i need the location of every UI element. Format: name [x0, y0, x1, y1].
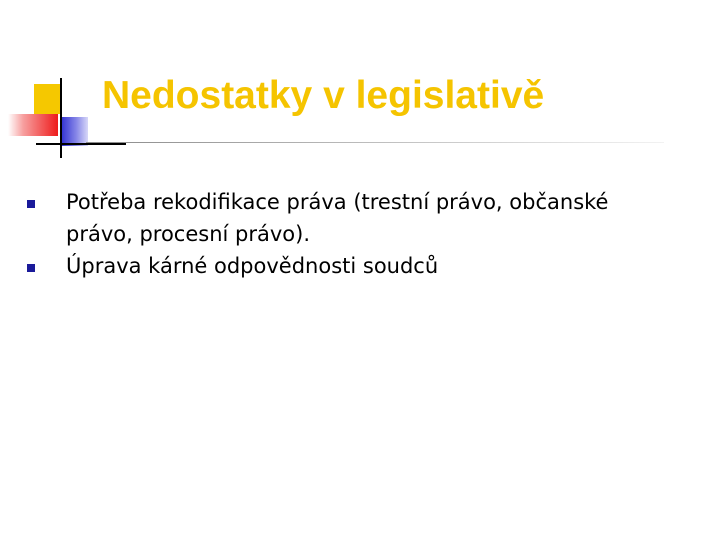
- corner-logo-decoration: [0, 0, 110, 170]
- bullet-item: [26, 186, 646, 250]
- horizontal-line-decoration: [36, 143, 126, 145]
- yellow-square-decoration: [34, 84, 60, 114]
- bullet-text: Potřeba rekodifikace práva (trestní právo, občanské právo, procesní právo).: [66, 190, 609, 246]
- title-underline: [86, 142, 664, 143]
- bullet-text: Úprava kárné odpovědnosti soudců: [66, 254, 439, 278]
- vertical-line-decoration: [60, 78, 62, 158]
- red-gradient-bar-decoration: [8, 114, 58, 136]
- blue-square-decoration: [60, 117, 88, 146]
- bullet-item: [26, 250, 646, 282]
- bullet-list: [26, 186, 646, 282]
- square-bullet-icon: [27, 200, 35, 208]
- square-bullet-icon: [27, 264, 35, 272]
- slide-title: Nedostatky v legislativě: [102, 74, 545, 117]
